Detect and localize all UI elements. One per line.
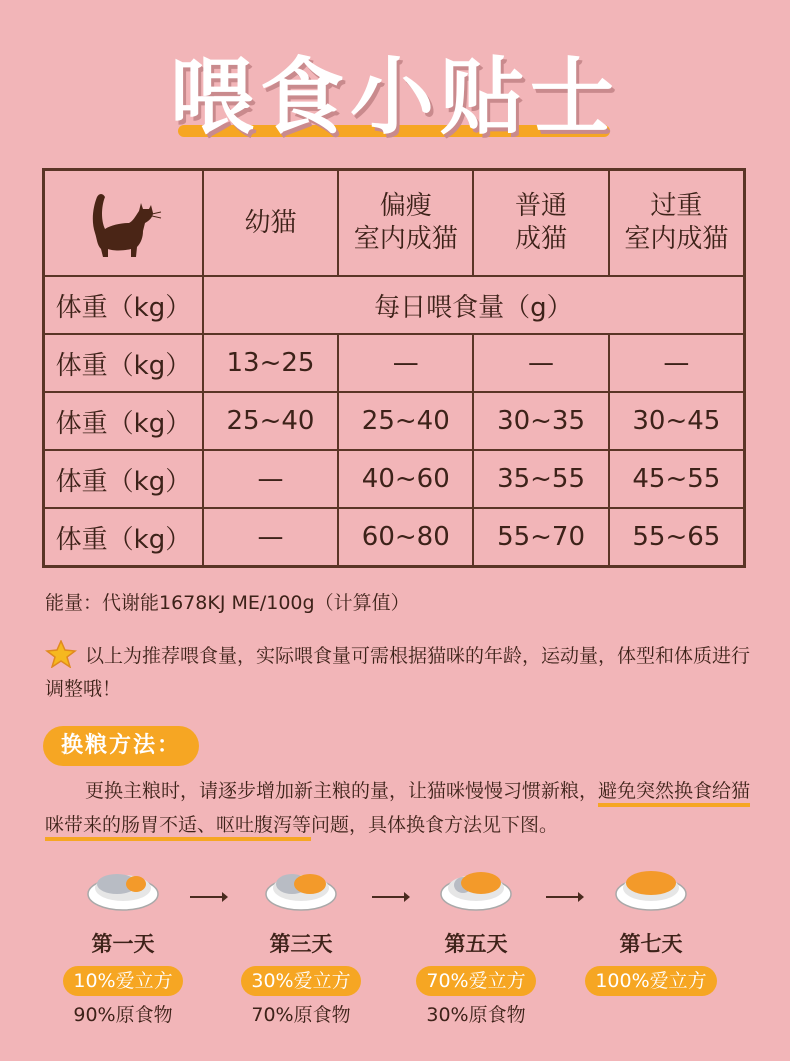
step-day1 <box>43 862 203 1027</box>
step-day5 <box>396 862 556 1027</box>
food-bowl-icon <box>439 862 513 914</box>
step-old-food: 90%原食物 <box>73 1004 173 1026</box>
cell-value: — <box>203 508 338 567</box>
cell-value: 35~55 <box>473 450 608 508</box>
step-day3 <box>221 862 381 1027</box>
method-highlight-1: 避免突 <box>598 780 655 807</box>
table-row <box>44 334 745 392</box>
cat-icon-cell <box>44 170 203 277</box>
row-label: 体重（kg） <box>44 450 203 508</box>
method-text <box>45 774 765 842</box>
cell-value: 60~80 <box>338 508 473 567</box>
cell-value: 55~70 <box>473 508 608 567</box>
step-old-food: 30%原食物 <box>426 1004 526 1026</box>
cell-value: 45~55 <box>609 450 745 508</box>
step-new-food: 30%爱立方 <box>241 966 360 996</box>
step-day-label: 第五天 <box>444 932 508 956</box>
subheader-value: 每日喂食量（g） <box>203 276 745 334</box>
star-icon <box>45 640 77 668</box>
table-subheader-row <box>44 276 745 334</box>
step-new-food: 10%爱立方 <box>63 966 182 996</box>
feeding-note-text: 以上为推荐喂食量，实际喂食量可需根据猫咪的年龄，运动量，体型和体质进行调整哦！ <box>45 645 751 700</box>
food-bowl-icon <box>86 862 160 914</box>
header-thin-indoor <box>338 170 473 277</box>
step-day-label: 第一天 <box>91 932 155 956</box>
row-label: 体重（kg） <box>44 508 203 567</box>
method-text-part2: 问题，具体换食方法见下图。 <box>311 814 559 836</box>
feeding-table <box>42 168 746 568</box>
step-old-food: 70%原食物 <box>251 1004 351 1026</box>
header-thin-indoor-label: 偏瘦 室内成猫 <box>353 191 458 254</box>
table-row <box>44 392 745 450</box>
subheader-label: 体重（kg） <box>44 276 203 334</box>
cat-icon <box>83 187 163 259</box>
cell-value: — <box>473 334 608 392</box>
cell-value: 30~35 <box>473 392 608 450</box>
food-bowl-icon <box>614 862 688 914</box>
cell-value: 13~25 <box>203 334 338 392</box>
row-label: 体重（kg） <box>44 334 203 392</box>
cell-value: — <box>609 334 745 392</box>
step-day7 <box>571 862 731 996</box>
table-row <box>44 450 745 508</box>
header-normal-adult-label: 普通 成猫 <box>515 191 568 254</box>
step-new-food: 100%爱立方 <box>585 966 716 996</box>
row-label: 体重（kg） <box>44 392 203 450</box>
header-kitten-label: 幼猫 <box>244 207 297 238</box>
step-new-food: 70%爱立方 <box>416 966 535 996</box>
cell-value: 55~65 <box>609 508 745 567</box>
header-kitten <box>203 170 338 277</box>
cell-value: 30~45 <box>609 392 745 450</box>
feeding-note <box>45 640 750 706</box>
step-day-label: 第七天 <box>619 932 683 956</box>
table-row <box>44 508 745 567</box>
cell-value: 25~40 <box>203 392 338 450</box>
food-bowl-icon <box>264 862 338 914</box>
cell-value: 40~60 <box>338 450 473 508</box>
cell-value: 25~40 <box>338 392 473 450</box>
header-normal-adult <box>473 170 608 277</box>
method-title: 换粮方法： <box>43 726 199 766</box>
step-day-label: 第三天 <box>269 932 333 956</box>
header-overweight-indoor-label: 过重 室内成猫 <box>624 191 729 254</box>
page-title: 喂食小贴士 <box>169 48 620 146</box>
title-area <box>0 30 790 145</box>
header-overweight-indoor <box>609 170 745 277</box>
method-highlight-2: 然换食给猫咪带来的肠胃不适、呕吐腹泻等 <box>45 780 750 841</box>
energy-info: 能量：代谢能1678KJ ME/100g（计算值） <box>45 592 410 614</box>
cell-value: — <box>338 334 473 392</box>
cell-value: — <box>203 450 338 508</box>
method-text-part1: 更换主粮时，请逐步增加新主粮的量，让猫咪慢慢习惯新粮， <box>85 780 599 802</box>
table-header-row <box>44 170 745 277</box>
